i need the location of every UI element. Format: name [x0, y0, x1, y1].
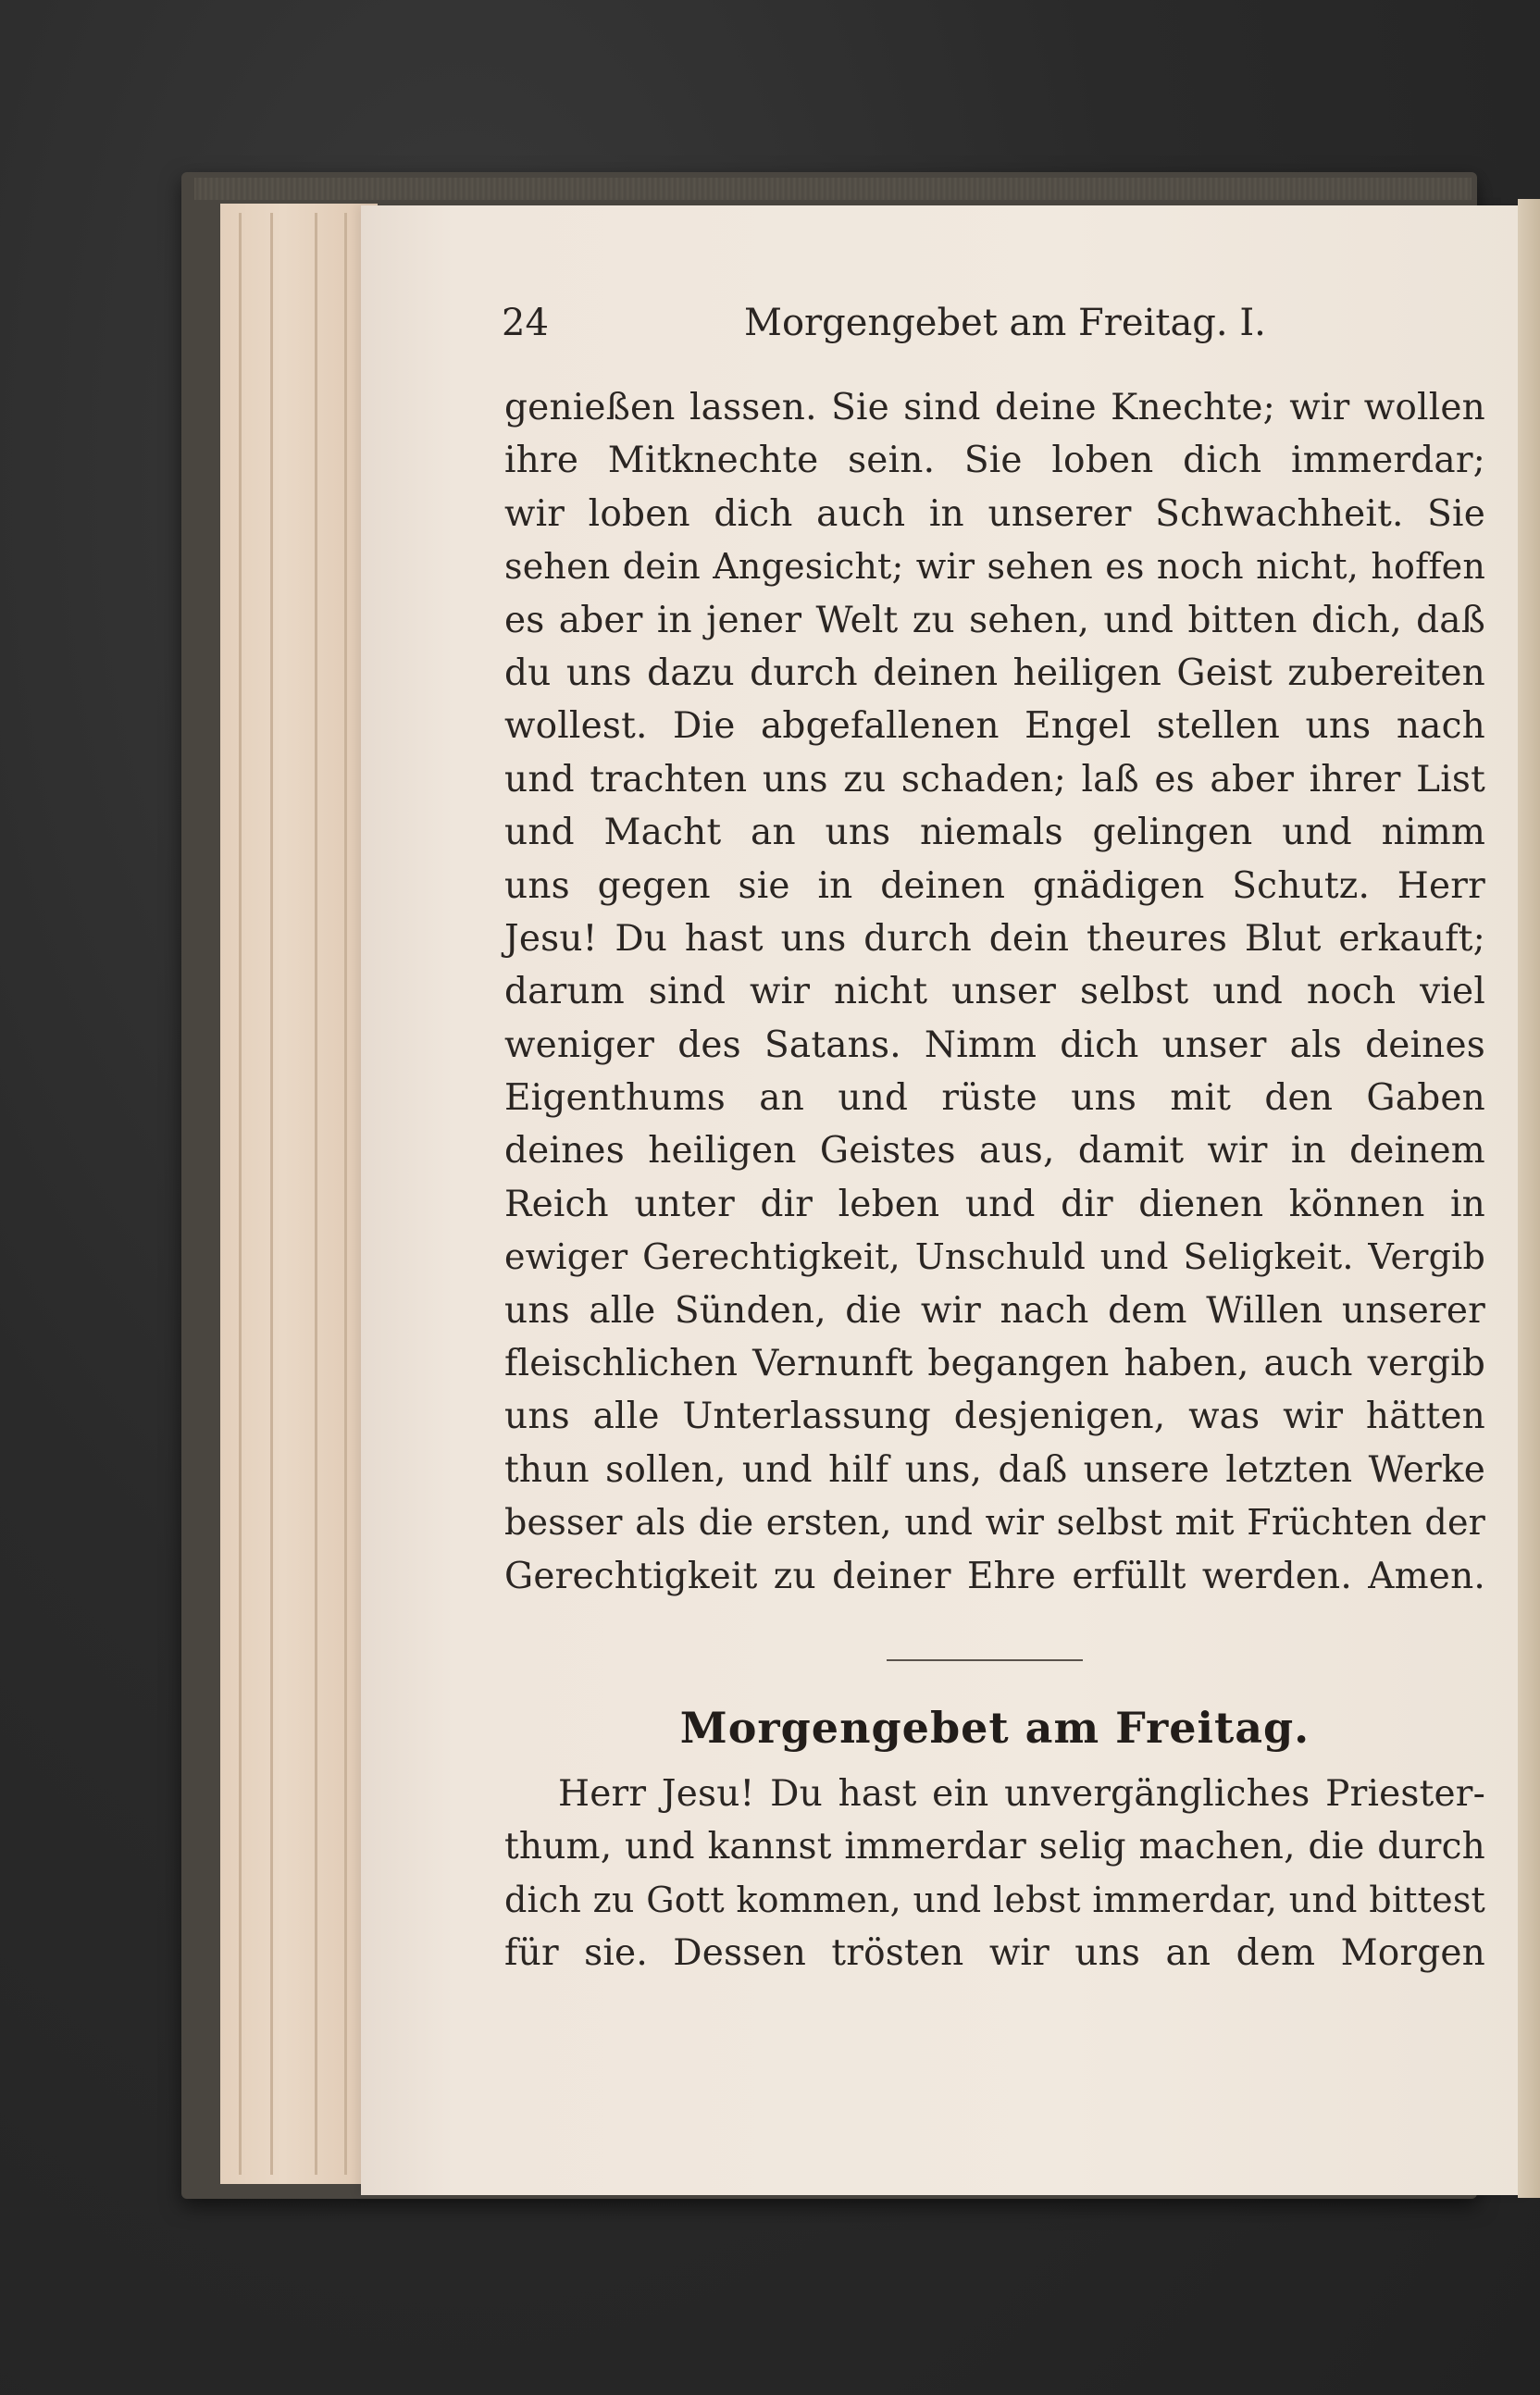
page-number: 24	[502, 302, 549, 344]
text-line: Eigenthums an und rüste uns mit den Gaben	[504, 1077, 1485, 1120]
text-line: thun sollen, und hilf uns, daß unsere letzten Werke	[504, 1448, 1485, 1491]
text-line: Herr Jesu! Du hast ein unvergängliches Priester-	[558, 1773, 1485, 1815]
text-line: und trachten uns zu schaden; laß es aber ihrer List	[504, 758, 1485, 800]
text-line: weniger des Satans. Nimm dich unser als deines	[504, 1024, 1485, 1066]
text-line: uns gegen sie in deinen gnädigen Schutz. Herr	[504, 864, 1485, 907]
text-line: und Macht an uns niemals gelingen und nimm	[504, 812, 1485, 854]
text-line: Reich unter dir leben und dir dienen können in	[504, 1183, 1485, 1225]
page-right-edge	[1518, 199, 1540, 2198]
running-head: Morgengebet am Freitag. I.	[744, 302, 1266, 344]
text-line: besser als die ersten, und wir selbst mit Früchten der	[504, 1502, 1485, 1544]
text-line: uns alle Sünden, die wir nach dem Willen unserer	[504, 1289, 1485, 1332]
text-line: darum sind wir nicht unser selbst und noch viel	[504, 971, 1485, 1013]
text-line: dich zu Gott kommen, und lebst immerdar, und bittest	[504, 1879, 1485, 1920]
text-line: für sie. Dessen trösten wir uns an dem Morgen	[504, 1932, 1485, 1975]
text-line: ewiger Gerechtigkeit, Unschuld und Seligkeit. Vergib	[504, 1236, 1485, 1278]
body-text	[504, 381, 1485, 1603]
text-line: wollest. Die abgefallenen Engel stellen uns nach	[504, 705, 1485, 748]
text-line: thum, und kannst immerdar selig machen, die durch	[504, 1826, 1485, 1868]
text-line: sehen dein Angesicht; wir sehen es noch nicht, hoffen	[504, 546, 1485, 588]
text-line: uns alle Unterlassung desjenigen, was wir hätten	[504, 1396, 1485, 1438]
book-cover-top-edge	[194, 178, 1472, 200]
text-line: ihre Mitknechte sein. Sie loben dich immerdar;	[504, 440, 1485, 482]
page-stack-line	[315, 213, 317, 2175]
text-line: genießen lassen. Sie sind deine Knechte; wir wollen	[504, 387, 1485, 428]
section-body-text	[504, 1768, 1485, 1980]
page-stack-left	[220, 204, 378, 2184]
text-line: fleischlichen Vernunft begangen haben, auch vergib	[504, 1343, 1485, 1385]
section-heading: Morgengebet am Freitag.	[679, 1703, 1310, 1753]
text-line: es aber in jener Welt zu sehen, und bitten dich, daß	[504, 599, 1485, 641]
text-line: wir loben dich auch in unserer Schwachheit. Sie	[504, 492, 1485, 535]
page-stack-line	[344, 213, 347, 2175]
text-line: Jesu! Du hast uns durch dein theures Blut erkauft;	[504, 917, 1485, 960]
section-divider	[887, 1659, 1083, 1661]
text-line: Gerechtigkeit zu deiner Ehre erfüllt werden. Amen.	[504, 1555, 1485, 1597]
page-header	[502, 302, 1483, 357]
page-stack-line	[239, 213, 242, 2175]
page-stack-line	[270, 213, 273, 2175]
text-line: deines heiligen Geistes aus, damit wir in deinem	[504, 1130, 1485, 1173]
text-line: du uns dazu durch deinen heiligen Geist zubereiten	[504, 651, 1485, 694]
